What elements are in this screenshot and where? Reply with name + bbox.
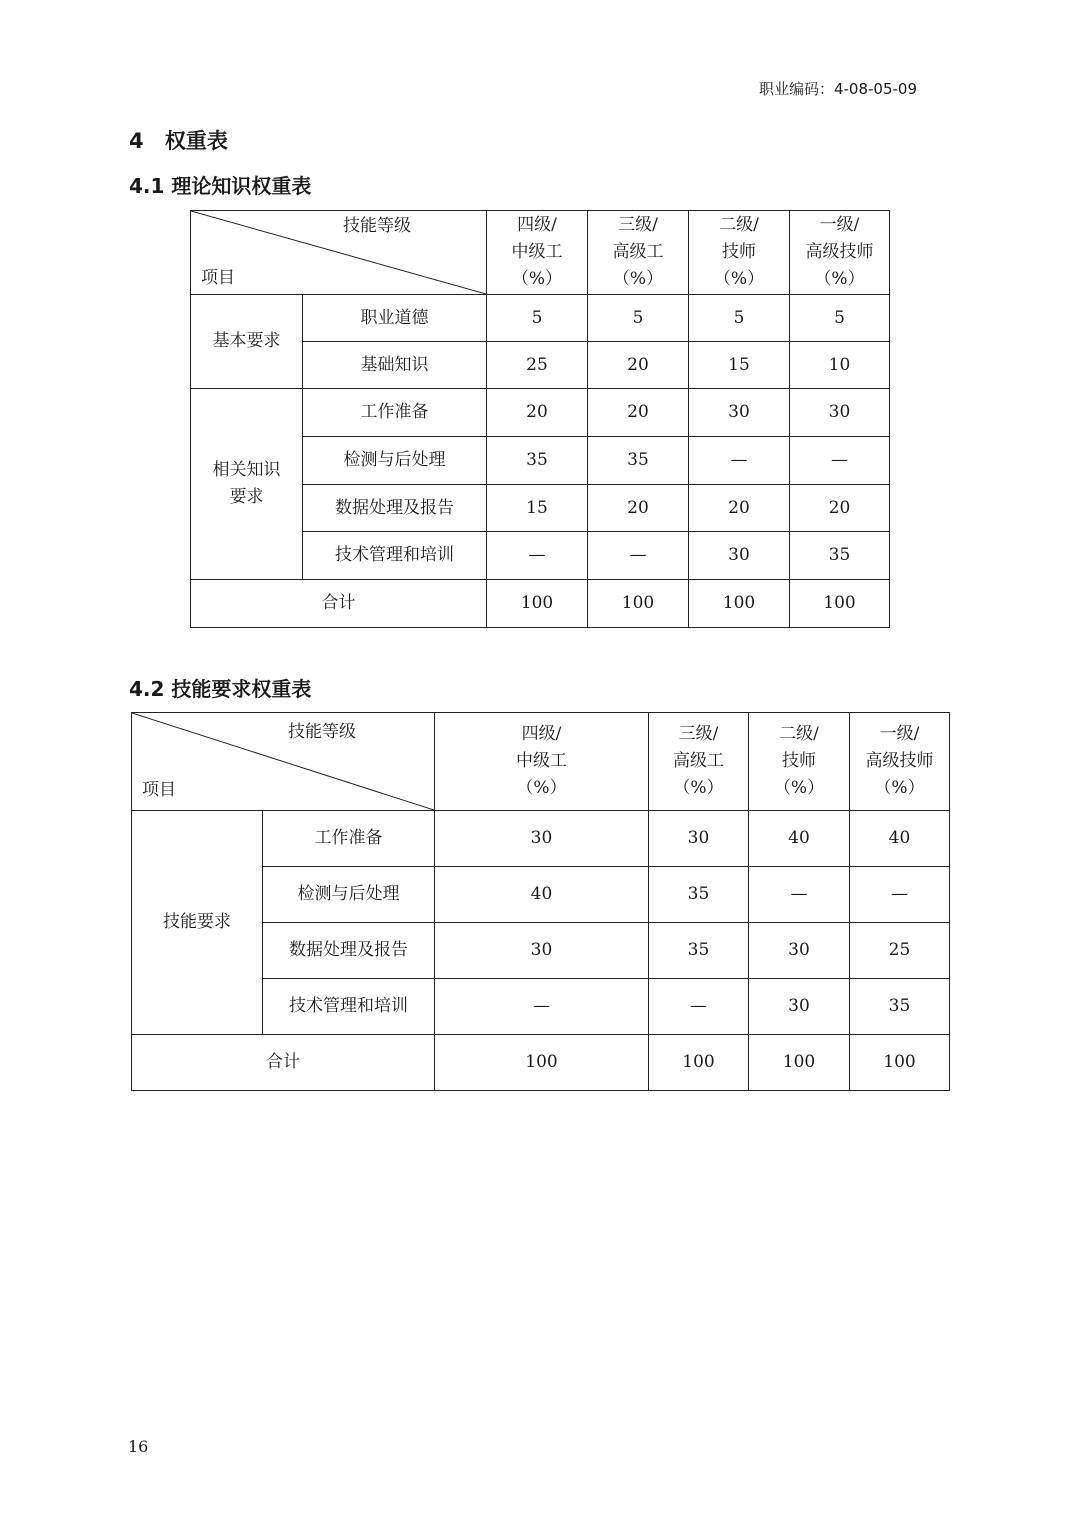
level-line: 二级/ <box>779 724 819 744</box>
table-header-row <box>132 713 950 811</box>
value-cell: 35 <box>850 979 950 1035</box>
corner-header-cell <box>132 713 435 811</box>
level-line: 四级/ <box>521 724 562 744</box>
total-row <box>132 1035 950 1091</box>
total-cell: 100 <box>749 1035 850 1091</box>
value-cell: 15 <box>689 342 790 389</box>
level-header-cell <box>850 713 950 811</box>
item-cell: 检测与后处理 <box>303 437 487 485</box>
value-cell: 40 <box>749 811 850 867</box>
value-cell: 5 <box>487 295 588 342</box>
section-title: 4 权重表 <box>129 129 228 153</box>
value-cell: 5 <box>689 295 790 342</box>
level-line: 高级工 <box>673 751 724 771</box>
value-cell: 40 <box>435 867 649 923</box>
table1-title: 4.1 理论知识权重表 <box>129 174 312 198</box>
value-cell: 5 <box>790 295 890 342</box>
level-line: （%） <box>874 778 925 798</box>
level-header-cell <box>790 211 890 295</box>
group-cell: 技能要求 <box>132 811 263 1035</box>
level-header-cell <box>649 713 749 811</box>
value-cell: 35 <box>649 867 749 923</box>
value-cell: 25 <box>850 923 950 979</box>
value-cell: 5 <box>588 295 689 342</box>
value-cell: 30 <box>749 923 850 979</box>
page-number: 16 <box>128 1437 149 1456</box>
value-cell: 20 <box>487 389 588 437</box>
total-cell: 100 <box>649 1035 749 1091</box>
item-cell: 数据处理及报告 <box>303 485 487 532</box>
value-cell: 35 <box>790 532 890 580</box>
level-header-cell <box>689 211 790 295</box>
table-row <box>191 295 890 342</box>
value-cell: 40 <box>850 811 950 867</box>
level-line: 中级工 <box>516 751 567 771</box>
level-line: （%） <box>516 778 567 798</box>
diagonal-line <box>191 211 486 294</box>
level-line: 三级/ <box>678 724 719 744</box>
level-line: 高级工 <box>612 242 664 262</box>
value-cell: 10 <box>790 342 890 389</box>
total-row <box>191 580 890 628</box>
item-cell: 工作准备 <box>263 811 435 867</box>
level-line: 高级技师 <box>805 242 874 262</box>
total-cell: 100 <box>487 580 588 628</box>
value-cell: — <box>649 979 749 1035</box>
level-line: （%） <box>713 269 765 289</box>
skill-weight-table <box>131 712 950 1091</box>
level-header-cell <box>435 713 649 811</box>
value-cell: 20 <box>588 389 689 437</box>
total-label-cell: 合计 <box>191 580 487 628</box>
value-cell: — <box>850 867 950 923</box>
table-row <box>191 389 890 437</box>
corner-level-label: 技能等级 <box>288 722 356 742</box>
item-cell: 检测与后处理 <box>263 867 435 923</box>
item-cell: 职业道德 <box>303 295 487 342</box>
table2-title: 4.2 技能要求权重表 <box>129 677 312 701</box>
level-header-cell <box>749 713 850 811</box>
level-line: （%） <box>612 269 664 289</box>
level-line: （%） <box>673 778 724 798</box>
level-line: 四级/ <box>517 215 557 235</box>
value-cell: 30 <box>689 532 790 580</box>
level-line: （%） <box>814 269 865 289</box>
value-cell: 35 <box>649 923 749 979</box>
item-cell: 工作准备 <box>303 389 487 437</box>
level-line: 技师 <box>782 751 816 771</box>
level-line: 三级/ <box>618 215 658 235</box>
item-cell: 技术管理和培训 <box>263 979 435 1035</box>
total-cell: 100 <box>435 1035 649 1091</box>
level-line: （%） <box>511 269 563 289</box>
item-cell: 数据处理及报告 <box>263 923 435 979</box>
table-header-row <box>191 211 890 295</box>
value-cell: 30 <box>790 389 890 437</box>
value-cell: 20 <box>588 342 689 389</box>
value-cell: 35 <box>588 437 689 485</box>
corner-item-label: 项目 <box>201 268 235 288</box>
value-cell: 30 <box>689 389 790 437</box>
value-cell: 20 <box>689 485 790 532</box>
level-line: 中级工 <box>511 242 563 262</box>
total-cell: 100 <box>790 580 890 628</box>
level-header-cell <box>588 211 689 295</box>
item-cell: 技术管理和培训 <box>303 532 487 580</box>
value-cell: — <box>689 437 790 485</box>
table-row <box>132 811 950 867</box>
value-cell: 30 <box>435 923 649 979</box>
value-cell: 30 <box>649 811 749 867</box>
value-cell: 25 <box>487 342 588 389</box>
group-cell: 相关知识要求 <box>191 389 303 580</box>
value-cell: — <box>588 532 689 580</box>
level-line: 二级/ <box>719 215 759 235</box>
corner-level-label: 技能等级 <box>343 216 411 236</box>
value-cell: — <box>435 979 649 1035</box>
diagonal-line <box>132 713 434 810</box>
total-cell: 100 <box>850 1035 950 1091</box>
theory-weight-table <box>190 210 890 628</box>
value-cell: — <box>487 532 588 580</box>
level-line: 一级/ <box>819 215 860 235</box>
level-line: 一级/ <box>879 724 920 744</box>
level-line: 技师 <box>722 242 756 262</box>
corner-item-label: 项目 <box>142 780 176 800</box>
occupation-code: 职业编码：4-08-05-09 <box>758 80 917 98</box>
level-line: （%） <box>773 778 825 798</box>
value-cell: 30 <box>435 811 649 867</box>
total-cell: 100 <box>588 580 689 628</box>
level-line: 高级技师 <box>865 751 934 771</box>
group-cell: 基本要求 <box>191 295 303 389</box>
item-cell: 基础知识 <box>303 342 487 389</box>
value-cell: 20 <box>790 485 890 532</box>
corner-header-cell <box>191 211 487 295</box>
total-label-cell: 合计 <box>132 1035 435 1091</box>
value-cell: 35 <box>487 437 588 485</box>
level-header-cell <box>487 211 588 295</box>
value-cell: 15 <box>487 485 588 532</box>
value-cell: — <box>749 867 850 923</box>
value-cell: 20 <box>588 485 689 532</box>
value-cell: 30 <box>749 979 850 1035</box>
total-cell: 100 <box>689 580 790 628</box>
value-cell: — <box>790 437 890 485</box>
